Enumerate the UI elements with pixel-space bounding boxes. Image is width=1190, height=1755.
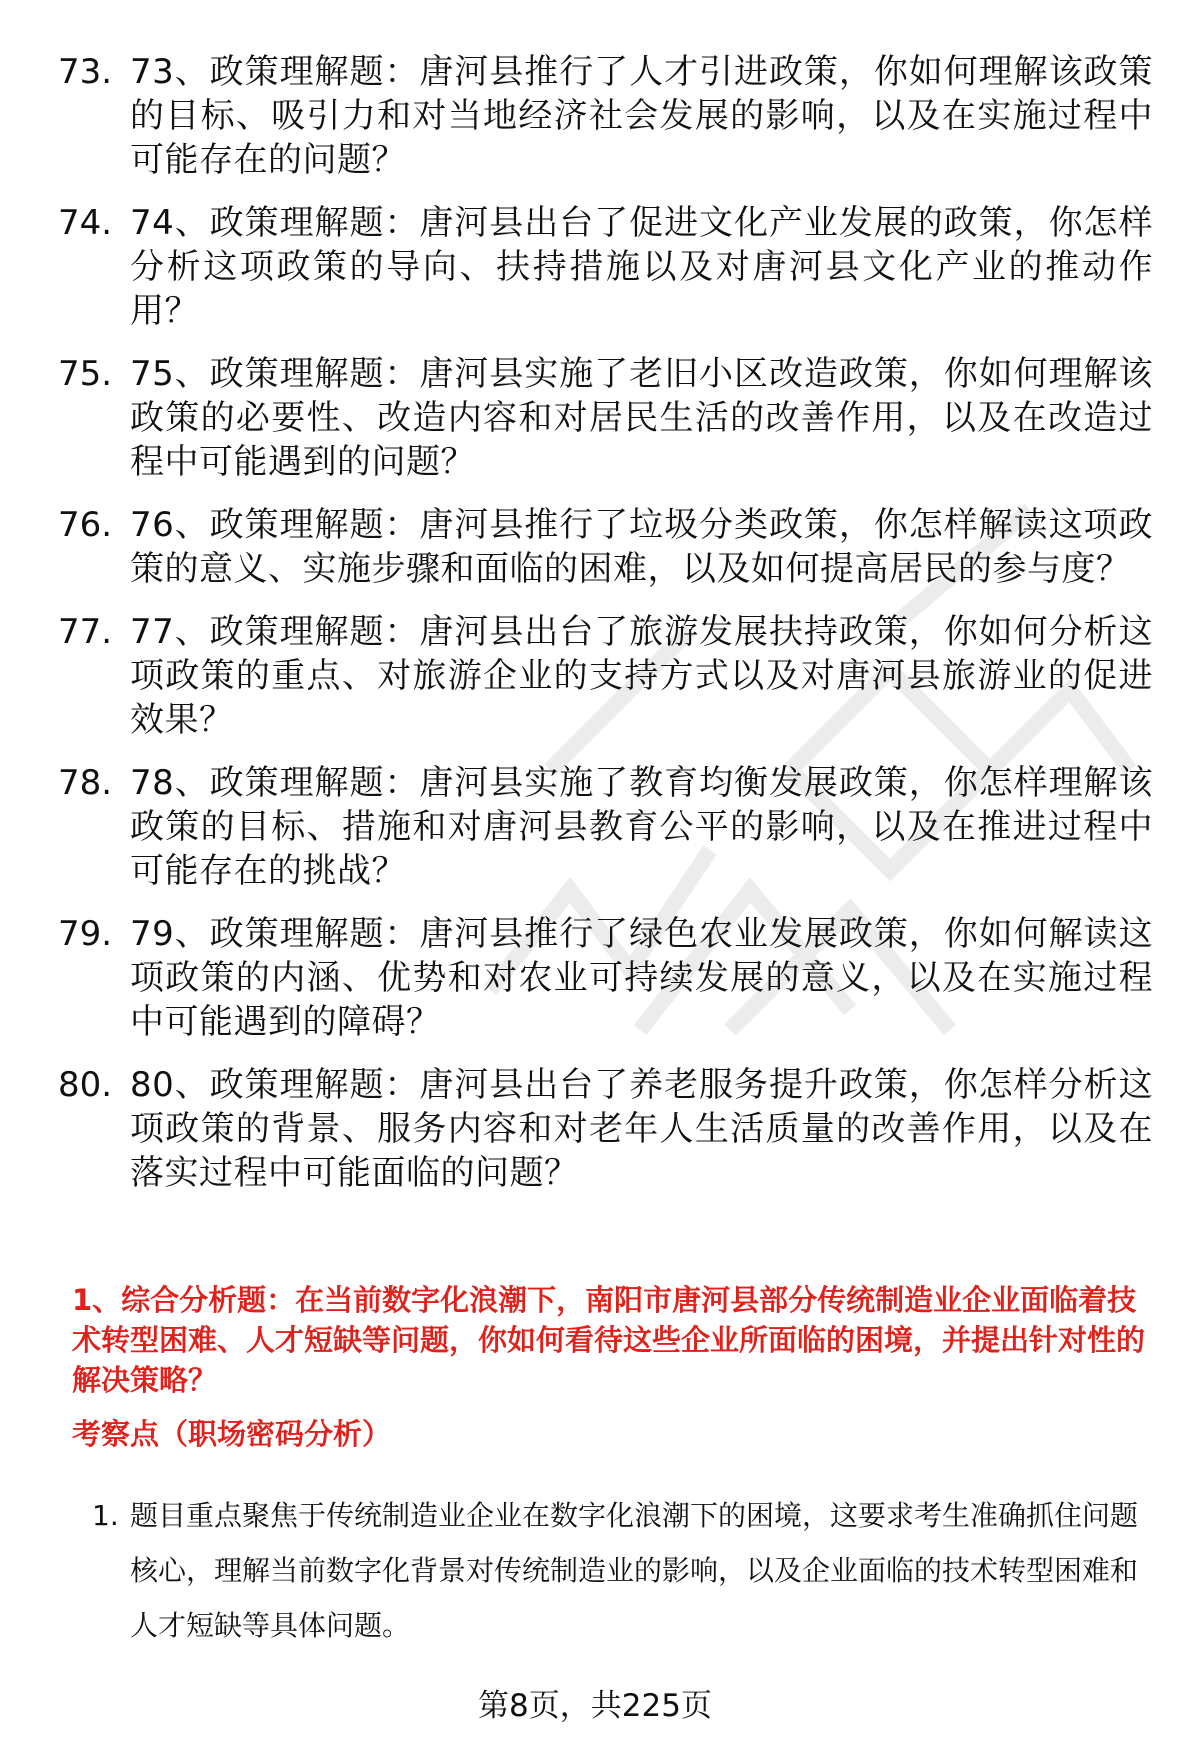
- question-text: 74、政策理解题：唐河县出台了促进文化产业发展的政策，你怎样分析这项政策的导向、扶持措施以及对唐河县文化产业的推动作用？: [130, 203, 1153, 331]
- question-text: 77、政策理解题：唐河县出台了旅游发展扶持政策，你如何分析这项政策的重点、对旅游企业的支持方式以及对唐河县旅游业的促进效果？: [130, 612, 1153, 740]
- exam-point-heading: 考察点（职场密码分析）: [72, 1417, 392, 1451]
- question-text: 80、政策理解题：唐河县出台了养老服务提升政策，你怎样分析这项政策的背景、服务内容和对老年人生活质量的改善作用，以及在落实过程中可能面临的问题？: [130, 1065, 1153, 1193]
- question-number: 73.: [58, 52, 113, 92]
- question-number: 79.: [58, 914, 113, 954]
- analysis-question-title: 1、综合分析题：在当前数字化浪潮下，南阳市唐河县部分传统制造业企业面临着技术转型困难、人才短缺等问题，你如何看待这些企业所面临的困境，并提出针对性的解决策略？: [72, 1283, 1146, 1397]
- question-text: 75、政策理解题：唐河县实施了老旧小区改造政策，你如何理解该政策的必要性、改造内容和对居民生活的改善作用，以及在改造过程中可能遇到的问题？: [130, 354, 1153, 482]
- exam-point-item: [92, 1488, 1157, 1653]
- question-item-80: [58, 1063, 1153, 1195]
- question-item-78: [58, 761, 1153, 893]
- question-text: 79、政策理解题：唐河县推行了绿色农业发展政策，你如何解读这项政策的内涵、优势和对农业可持续发展的意义，以及在实施过程中可能遇到的障碍？: [130, 914, 1153, 1042]
- question-item-77: [58, 610, 1153, 742]
- question-text: 78、政策理解题：唐河县实施了教育均衡发展政策，你怎样理解该政策的目标、措施和对唐河县教育公平的影响，以及在推进过程中可能存在的挑战？: [130, 763, 1153, 891]
- question-number: 75.: [58, 354, 113, 394]
- question-number: 80.: [58, 1065, 113, 1105]
- question-text: 76、政策理解题：唐河县推行了垃圾分类政策，你怎样解读这项政策的意义、实施步骤和面临的困难，以及如何提高居民的参与度？: [130, 505, 1153, 589]
- page-footer: 第8页，共225页: [478, 1688, 712, 1724]
- question-item-79: [58, 912, 1153, 1044]
- question-number: 77.: [58, 612, 113, 652]
- exam-point-text: 题目重点聚焦于传统制造业企业在数字化浪潮下的困境，这要求考生准确抓住问题核心，理解当前数字化背景对传统制造业的影响，以及企业面临的技术转型困难和人才短缺等具体问题。: [130, 1499, 1139, 1642]
- exam-point-list: [92, 1488, 1157, 1653]
- question-item-75: [58, 352, 1153, 484]
- exam-point-number: 1.: [92, 1499, 119, 1532]
- question-list: [58, 50, 1153, 1214]
- question-number: 74.: [58, 203, 113, 243]
- question-number: 76.: [58, 505, 113, 545]
- question-item-73: [58, 50, 1153, 182]
- question-text: 73、政策理解题：唐河县推行了人才引进政策，你如何理解该政策的目标、吸引力和对当地经济社会发展的影响，以及在实施过程中可能存在的问题？: [130, 52, 1153, 180]
- question-item-76: [58, 503, 1153, 591]
- question-item-74: [58, 201, 1153, 333]
- question-number: 78.: [58, 763, 113, 803]
